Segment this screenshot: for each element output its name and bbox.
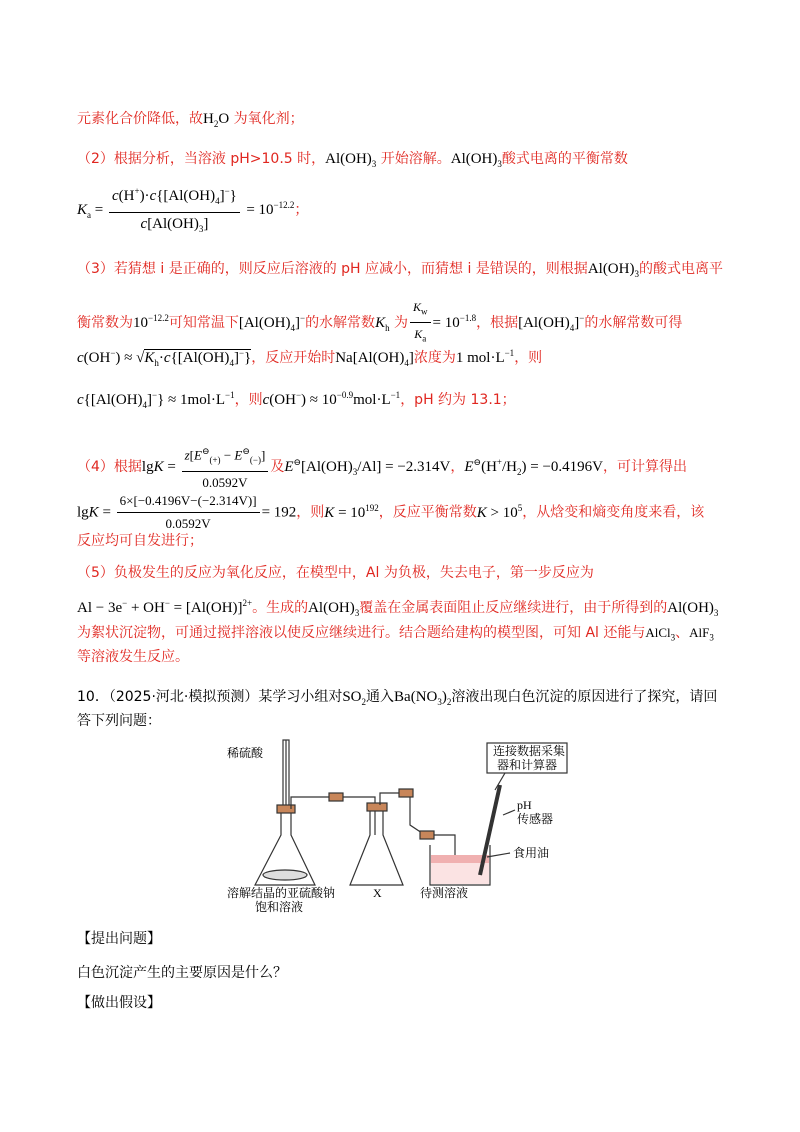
para-5a xyxy=(77,562,594,584)
para-3b: 衡常数为$10^{-12.2}$可知常温下$[Al(OH)_4]^-$的水解常数$K_h$ 为 $\frac{K_w}{K_a}$ = $10^{-1.8}$，根据$[Al(OH)_4]^-$的水解常数可得 xyxy=(77,296,682,350)
text: （3）若猜想 i 是正确的，则反应后溶液的 pH 应减小，而猜想 i 是错误的，则根据 xyxy=(77,261,588,277)
para-4a: （4）根据lgK = $\frac{z[E^⊖_{(+)} - E^⊖_{(-)}]}{0.0592V}$ 及$E^⊖[Al(OH)_3/Al] = -2.314V$，$E^⊖(H^+/H_2) = -0.4196V$，可计算得出 xyxy=(77,440,687,494)
text: 可知常温下 xyxy=(168,314,239,331)
question-10-b xyxy=(77,710,161,732)
label-flask-1: 溶解结晶的亚硫酸钠 xyxy=(227,886,336,900)
text: 覆盖在金属表面阻止反应继续进行，由于所得到的 xyxy=(359,600,668,616)
stopper-2 xyxy=(367,803,387,811)
text: ，则 xyxy=(234,392,263,408)
text: ，则 xyxy=(296,504,325,521)
stopper-1 xyxy=(277,805,295,813)
text: ，反应开始时 xyxy=(251,350,336,366)
para-2: （2）根据分析，当溶液 pH>10.5 时，$Al(OH)_3$ 开始溶解。$Al(OH)_3$酸式电离的平衡常数 xyxy=(77,151,628,169)
text: （5）负极发生的反应为氧化反应，在模型中，Al 为负极，失去电子，第一步反应为 xyxy=(77,565,594,581)
text: 元素化合价降低，故 xyxy=(77,111,203,127)
para-5c: 为絮状沉淀物，可通过搅拌溶液以使反应继续进行。结合题给建构的模型图，可知 Al 还能与AlCl$_3$、AlF$_3$ xyxy=(77,625,714,643)
label-sensor: 传感器 xyxy=(517,812,554,826)
ka-formula: $K_a$ = $\frac{c(H^+)\cdot c\{[Al(OH)_4]^-\}}{c[Al(OH)_3]}$ = $10^{-12.2}$； xyxy=(77,180,308,240)
section-raise-question: 【提出问题】 xyxy=(77,931,161,947)
text: （4）根据 xyxy=(77,458,142,475)
text: ， xyxy=(450,458,465,475)
text: 。生成的 xyxy=(252,600,309,616)
apparatus-diagram xyxy=(225,735,575,914)
text: 衡常数为 xyxy=(77,314,133,331)
para-4c xyxy=(77,530,203,552)
text: 及 xyxy=(270,458,285,475)
flask-x xyxy=(350,807,403,885)
text: 、 xyxy=(675,625,690,641)
para-3a: （3）若猜想 i 是正确的，则反应后溶液的 pH 应减小，而猜想 i 是错误的，则根据$Al(OH)_3$的酸式电离平 xyxy=(77,261,723,279)
label-solution: 待测溶液 xyxy=(420,886,469,900)
text: 浓度为 xyxy=(413,350,456,366)
question-10-a: 10．（2025·河北·模拟预测）某学习小组对$SO_2$通入$Ba(NO_3)_2$溶液出现白色沉淀的原因进行了探究，请回 xyxy=(77,689,718,707)
text: ，则 xyxy=(514,350,543,366)
para-5d xyxy=(77,646,189,668)
text: ，pH 约为 13.1； xyxy=(400,392,516,408)
text: 的水解常数 xyxy=(305,314,376,331)
text: ，反应平衡常数 xyxy=(378,504,477,521)
para-3d: $c\{[Al(OH)_4]^-\} \approx 1mol\cdot L^{-1}$，则$c(OH^-) \approx 10^{-0.9}mol\cdot L^{-1}$，pH 约为 13.1； xyxy=(77,390,516,410)
text: 为氧化剂； xyxy=(233,111,304,127)
text: ，可计算得出 xyxy=(603,458,687,475)
text: 酸式电离的平衡常数 xyxy=(501,151,628,167)
para-1: 元素化合价降低，故$H_2O$ 为氧化剂； xyxy=(77,111,304,129)
para-3c: $c(OH^-) \approx √K_h\cdot c\{[Al(OH)_4]^-\}$，反应开始时$Na[Al(OH)_4]$浓度为1 $mol\cdot L^{-1}$，则 xyxy=(77,348,543,368)
text: 答下列问题： xyxy=(77,713,161,729)
label-x: X xyxy=(373,886,382,900)
text: 10．（2025·河北·模拟预测）某学习小组对 xyxy=(77,689,343,705)
text: 通入 xyxy=(366,689,395,705)
label-oil: 食用油 xyxy=(513,846,550,860)
label-acid: 稀硫酸 xyxy=(227,746,264,760)
fraction: $\frac{c(H^+)\cdot c\{[Al(OH)_4]^-\}}{c[Al(OH)_3]}$ xyxy=(109,180,240,240)
text: ，根据 xyxy=(476,314,519,331)
text: 的酸式电离平 xyxy=(638,261,723,277)
label-flask-2: 饱和溶液 xyxy=(255,900,304,914)
text: ，从焓变和熵变角度来看，该 xyxy=(522,504,705,521)
text: 溶液出现白色沉淀的原因进行了探究，请回 xyxy=(451,689,718,705)
text: （2）根据分析，当溶液 pH>10.5 时， xyxy=(77,151,326,167)
text: 的水解常数可得 xyxy=(584,314,683,331)
label-collector-2: 器和计算器 xyxy=(497,758,558,772)
label-ph: pH xyxy=(517,798,532,812)
text: 等溶液发生反应。 xyxy=(77,649,189,665)
section-hypothesis: 【做出假设】 xyxy=(77,995,161,1011)
text: 反应均可自发进行； xyxy=(77,533,203,549)
para-5b: $Al - 3e^- + OH^- = [Al(OH)]^{2+}$。生成的$Al(OH)_3$覆盖在金属表面阻止反应继续进行，由于所得到的$Al(OH)_3$ xyxy=(77,598,719,618)
text: 开始溶解。 xyxy=(380,151,451,167)
label-collector-1: 连接数据采集 xyxy=(493,744,566,758)
question-text: 白色沉淀产生的主要原因是什么？ xyxy=(77,965,287,981)
text: 为絮状沉淀物，可通过搅拌溶液以使反应继续进行。结合题给建构的模型图，可知 Al 还能与 xyxy=(77,625,646,641)
para-4b: lgK = $\frac{6\times[-0.4196V-(-2.314V)]}{0.0592V}$ = 192，则$K = 10^{192}$，反应平衡常数$K > 10^5$，从焓变和熵变角度来看，该 xyxy=(77,490,704,535)
text: 为 xyxy=(394,314,409,331)
